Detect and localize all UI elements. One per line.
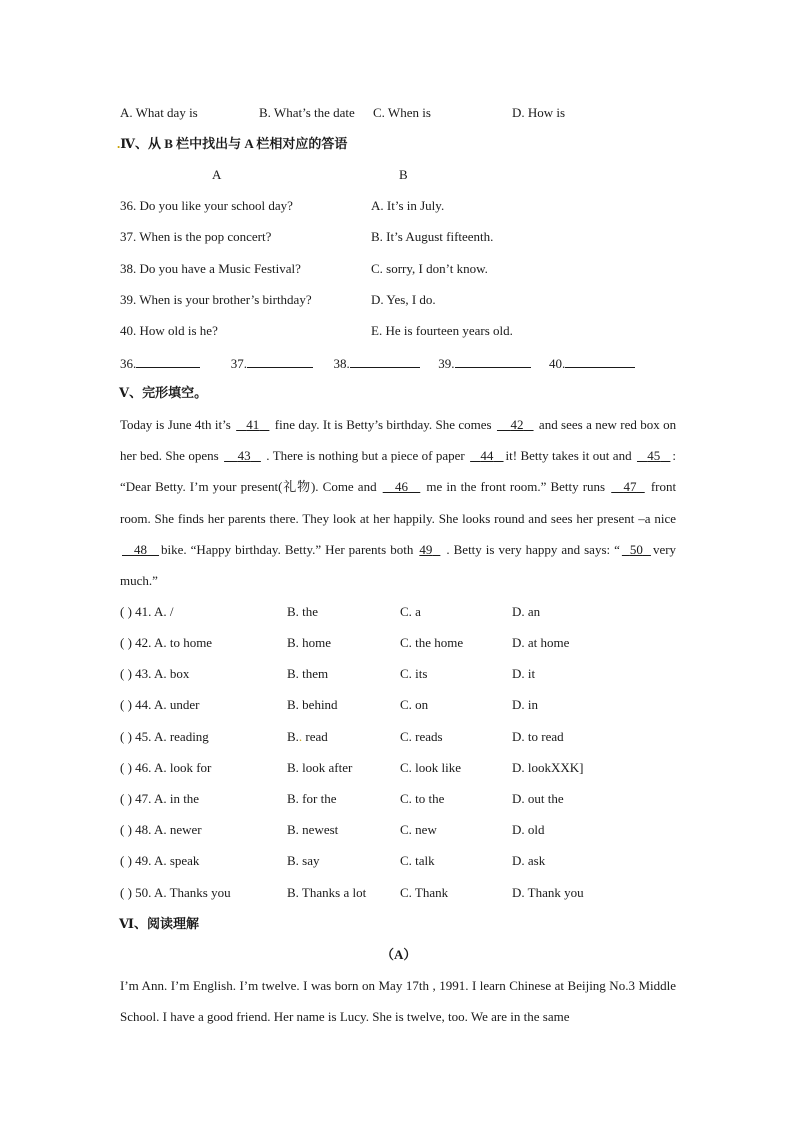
cloze-question-47: ( ) 47. A. in the — [120, 791, 200, 806]
answer-label: 38. — [333, 356, 350, 371]
option-d: D. Thank you — [512, 885, 584, 900]
option-b: B. for the — [287, 791, 337, 806]
match-question: 37. When is the pop concert? — [120, 229, 272, 244]
cloze-question-42: ( ) 42. A. to home — [120, 635, 213, 650]
option-d: D. in — [512, 697, 538, 712]
cloze-blank-44: 44 — [480, 448, 494, 464]
cloze-blank-41: 41 — [246, 417, 260, 432]
cloze-question-44: ( ) 44. A. under — [120, 697, 200, 712]
cloze-question-50: ( ) 50. A. Thanks you — [120, 885, 231, 900]
section4-col-b: B — [399, 167, 408, 182]
match-question: 38. Do you have a Music Festival? — [120, 261, 301, 276]
option-c: C. on — [400, 697, 429, 712]
cloze-blank-42: 42 — [510, 417, 524, 432]
section6-subtitle: （A） — [381, 947, 417, 962]
answer-label: 36. — [120, 356, 137, 371]
cloze-question-48: ( ) 48. A. newer — [120, 822, 202, 837]
match-answer: D. Yes, I do. — [371, 292, 436, 307]
q35-option-a: A. What day is — [120, 105, 198, 120]
match-question: 39. When is your brother’s birthday? — [120, 292, 312, 307]
section4-heading — [117, 136, 347, 152]
answer-label: 39. — [438, 356, 455, 371]
option-b: B. newest — [287, 822, 339, 837]
option-d: D. at home — [512, 635, 570, 650]
option-d: D. out the — [512, 791, 564, 806]
q35-option-d: D. How is — [512, 105, 566, 120]
option-d: D. to read — [512, 729, 564, 744]
q35-option-c: C. When is — [373, 105, 431, 120]
option-b: B. them — [287, 666, 329, 681]
section4-title: Ⅳ、从 B 栏中找出与 A 栏相对应的答语 — [120, 136, 348, 151]
cloze-blank-43: 43 — [237, 448, 251, 464]
option-c: C. reads — [400, 729, 443, 744]
match-answer: B. It’s August fifteenth. — [371, 229, 494, 244]
cloze-question-46: ( ) 46. A. look for — [120, 760, 212, 775]
option-b: B. home — [287, 635, 332, 650]
option-c: C. to the — [400, 791, 445, 806]
answer-label: 37. — [230, 356, 247, 371]
option-d: D. lookXXK] — [512, 760, 584, 775]
option-d: D. ask — [512, 853, 546, 868]
cloze-blank-48: 48 — [134, 541, 148, 557]
answer-blank-39[interactable] — [455, 354, 531, 368]
cloze-passage: Today is June 4th it’s 41 fine day. It is Betty’s birthday. She comes 42 and sees a new red box on her bed. She opens 43 . There is nothing but a piece of paper 44 it! Betty takes it out and 45 : “Dear Betty. I’m your present(礼物). Come and 46 me in the front room.” Betty runs 47 front room. She finds her parents there. They look at her happily. She looks round and sees her present –a nice 48 bike. “Happy birthday. Betty.” Her parents both 49 . Betty is very happy and says: “ 50 very much.” — [120, 417, 677, 589]
answer-label: 40. — [549, 356, 566, 371]
option-c: C. new — [400, 822, 437, 837]
option-d: D. old — [512, 822, 545, 837]
option-b: B. the — [287, 604, 319, 619]
cloze-blank-45: 45 — [647, 448, 661, 464]
option-b: B. behind — [287, 697, 338, 712]
cloze-blank-50: 50 — [629, 541, 643, 557]
cloze-question-45: ( ) 45. A. reading — [120, 729, 209, 744]
option-c: C. the home — [400, 635, 464, 650]
option-c: C. talk — [400, 853, 435, 868]
cloze-question-49: ( ) 49. A. speak — [120, 853, 200, 868]
answer-blank-40[interactable] — [565, 354, 635, 368]
match-answer: C. sorry, I don’t know. — [371, 261, 488, 276]
option-d: D. an — [512, 604, 541, 619]
cloze-question-41: ( ) 41. A. / — [120, 604, 174, 619]
option-c: C. a — [400, 604, 421, 619]
option-b: B. say — [287, 853, 320, 868]
option-d: D. it — [512, 666, 536, 681]
answer-blank-36[interactable] — [136, 354, 200, 368]
answer-blank-37[interactable] — [247, 354, 313, 368]
section5-title: Ⅴ、完形填空。 — [119, 385, 208, 400]
section4-prefix: . — [117, 136, 121, 151]
match-question: 36. Do you like your school day? — [120, 198, 293, 213]
option-b: B. look after — [287, 760, 353, 775]
section4-col-a: A — [212, 167, 222, 182]
q35-option-b: B. What’s the date — [259, 105, 355, 120]
option-c: C. its — [400, 666, 428, 681]
answer-blanks-row — [120, 354, 635, 372]
answer-blank-38[interactable] — [350, 354, 420, 368]
option-b: B.. read — [287, 729, 328, 744]
cloze-blank-49: 49 — [419, 541, 433, 557]
section6-title: Ⅵ、阅读理解 — [119, 916, 199, 931]
option-c: C. look like — [400, 760, 462, 775]
option-b: B. Thanks a lot — [287, 885, 367, 900]
match-answer: A. It’s in July. — [371, 198, 445, 213]
cloze-blank-47: 47 — [623, 479, 637, 495]
cloze-question-43: ( ) 43. A. box — [120, 666, 190, 681]
cloze-blank-46: 46 — [394, 479, 408, 495]
match-question: 40. How old is he? — [120, 323, 218, 338]
match-answer: E. He is fourteen years old. — [371, 323, 513, 338]
reading-passage-a: I’m Ann. I’m English. I’m twelve. I was born on May 17th , 1991. I learn Chinese at Beijing No.3 Middle School. I have a good friend. Her name is Lucy. She is twelve, too. We are in the same — [120, 978, 676, 1025]
option-c: C. Thank — [400, 885, 449, 900]
